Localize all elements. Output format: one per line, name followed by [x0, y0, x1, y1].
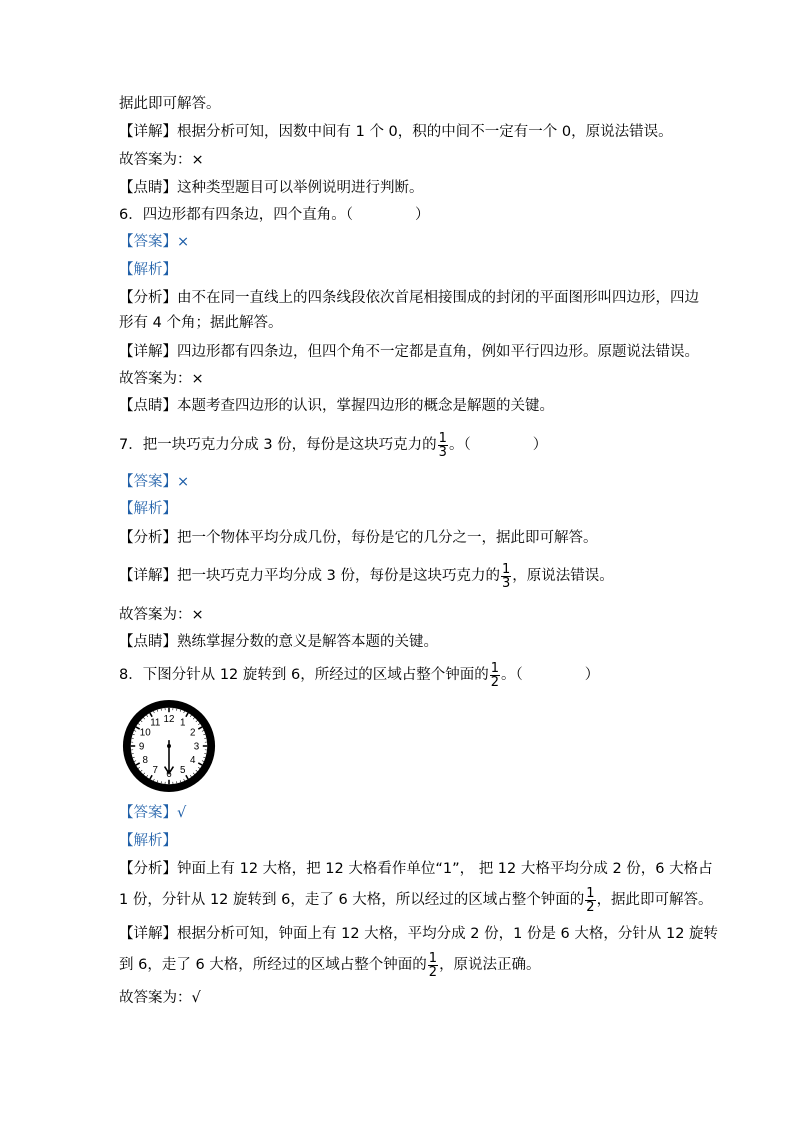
clock-number: 6 [166, 768, 172, 780]
question-8: 8．下图分针从 12 旋转到 6，所经过的区域占整个钟面的 $\frac{1}{2}$ 。（ ） [119, 660, 600, 690]
analysis-line: 【分析】钟面上有 12 大格，把 12 大格看作单位“1”， 把 12 大格平均分成 2 份，6 大格占 [119, 861, 713, 877]
fraction-one-half: $\frac{1}{2}$ [428, 950, 438, 980]
answer-conclusion: 故答案为：× [119, 152, 204, 168]
question-7: 7．把一块巧克力分成 3 份，每份是这块巧克力的 $\frac{1}{3}$ 。（ ） [119, 430, 548, 460]
analysis-line: 形有 4 个角；据此解答。 [119, 315, 283, 331]
note-line: 【点睛】熟练掌握分数的意义是解答本题的关键。 [119, 634, 438, 650]
answer-label: 【答案】× [119, 474, 190, 490]
analysis-label: 【解析】 [119, 833, 177, 849]
clock-number: 11 [150, 717, 161, 729]
analysis-label: 【解析】 [119, 501, 177, 517]
fraction-one-half: $\frac{1}{2}$ [586, 885, 595, 915]
question-6: 6．四边形都有四条边，四个直角。（ ） [119, 207, 430, 223]
fraction-one-third: $\frac{1}{3}$ [438, 430, 447, 460]
clock-number: 4 [190, 755, 196, 767]
fraction-one-half: $\frac{1}{2}$ [490, 660, 500, 690]
note-line: 【点睛】本题考查四边形的认识，掌握四边形的概念是解题的关键。 [119, 398, 554, 414]
answer-conclusion: 故答案为：× [119, 607, 204, 623]
analysis-line: 【分析】把一个物体平均分成几份，每份是它的几分之一，据此即可解答。 [119, 530, 598, 546]
clock-number: 9 [138, 741, 145, 753]
clock-number: 12 [163, 713, 175, 725]
clock-number: 1 [179, 717, 186, 729]
answer-label: 【答案】√ [119, 805, 187, 821]
detail-line: 到 6，走了 6 大格，所经过的区域占整个钟面的 $\frac{1}{2}$ ，原说法正确。 [119, 950, 541, 980]
detail-line: 【详解】根据分析可知，钟面上有 12 大格，平均分成 2 份，1 份是 6 大格，分针从 12 旋转 [119, 926, 719, 942]
clock-number: 2 [190, 727, 196, 739]
detail-line: 【详解】根据分析可知，因数中间有 1 个 0，积的中间不一定有一个 0，原说法错误。 [119, 124, 673, 140]
clock-number: 8 [142, 755, 148, 767]
analysis-label: 【解析】 [119, 262, 177, 278]
clock-diagram [120, 697, 218, 795]
detail-line: 【详解】把一块巧克力平均分成 3 份，每份是这块巧克力的 $\frac{1}{3}$ ，原说法错误。 [119, 561, 614, 591]
answer-conclusion: 故答案为：√ [119, 990, 201, 1006]
text-line: 据此即可解答。 [119, 96, 221, 112]
clock-number: 3 [193, 741, 200, 753]
analysis-line: 【分析】由不在同一直线上的四条线段依次首尾相接围成的封闭的平面图形叫四边形，四边 [119, 290, 699, 306]
fraction-one-third: $\frac{1}{3}$ [501, 561, 511, 591]
analysis-line: 1 份，分针从 12 旋转到 6，走了 6 大格，所以经过的区域占整个钟面的 $\frac{1}{2}$ ，据此即可解答。 [119, 885, 713, 915]
clock-number: 7 [152, 765, 159, 777]
clock-number: 10 [139, 727, 151, 739]
clock-number: 5 [179, 765, 186, 777]
detail-line: 【详解】四边形都有四条边，但四个角不一定都是直角，例如平行四边形。原题说法错误。 [119, 344, 699, 360]
answer-conclusion: 故答案为：× [119, 371, 204, 387]
clock-center [167, 744, 171, 748]
note-line: 【点睛】这种类型题目可以举例说明进行判断。 [119, 180, 424, 196]
answer-label: 【答案】× [119, 234, 190, 250]
